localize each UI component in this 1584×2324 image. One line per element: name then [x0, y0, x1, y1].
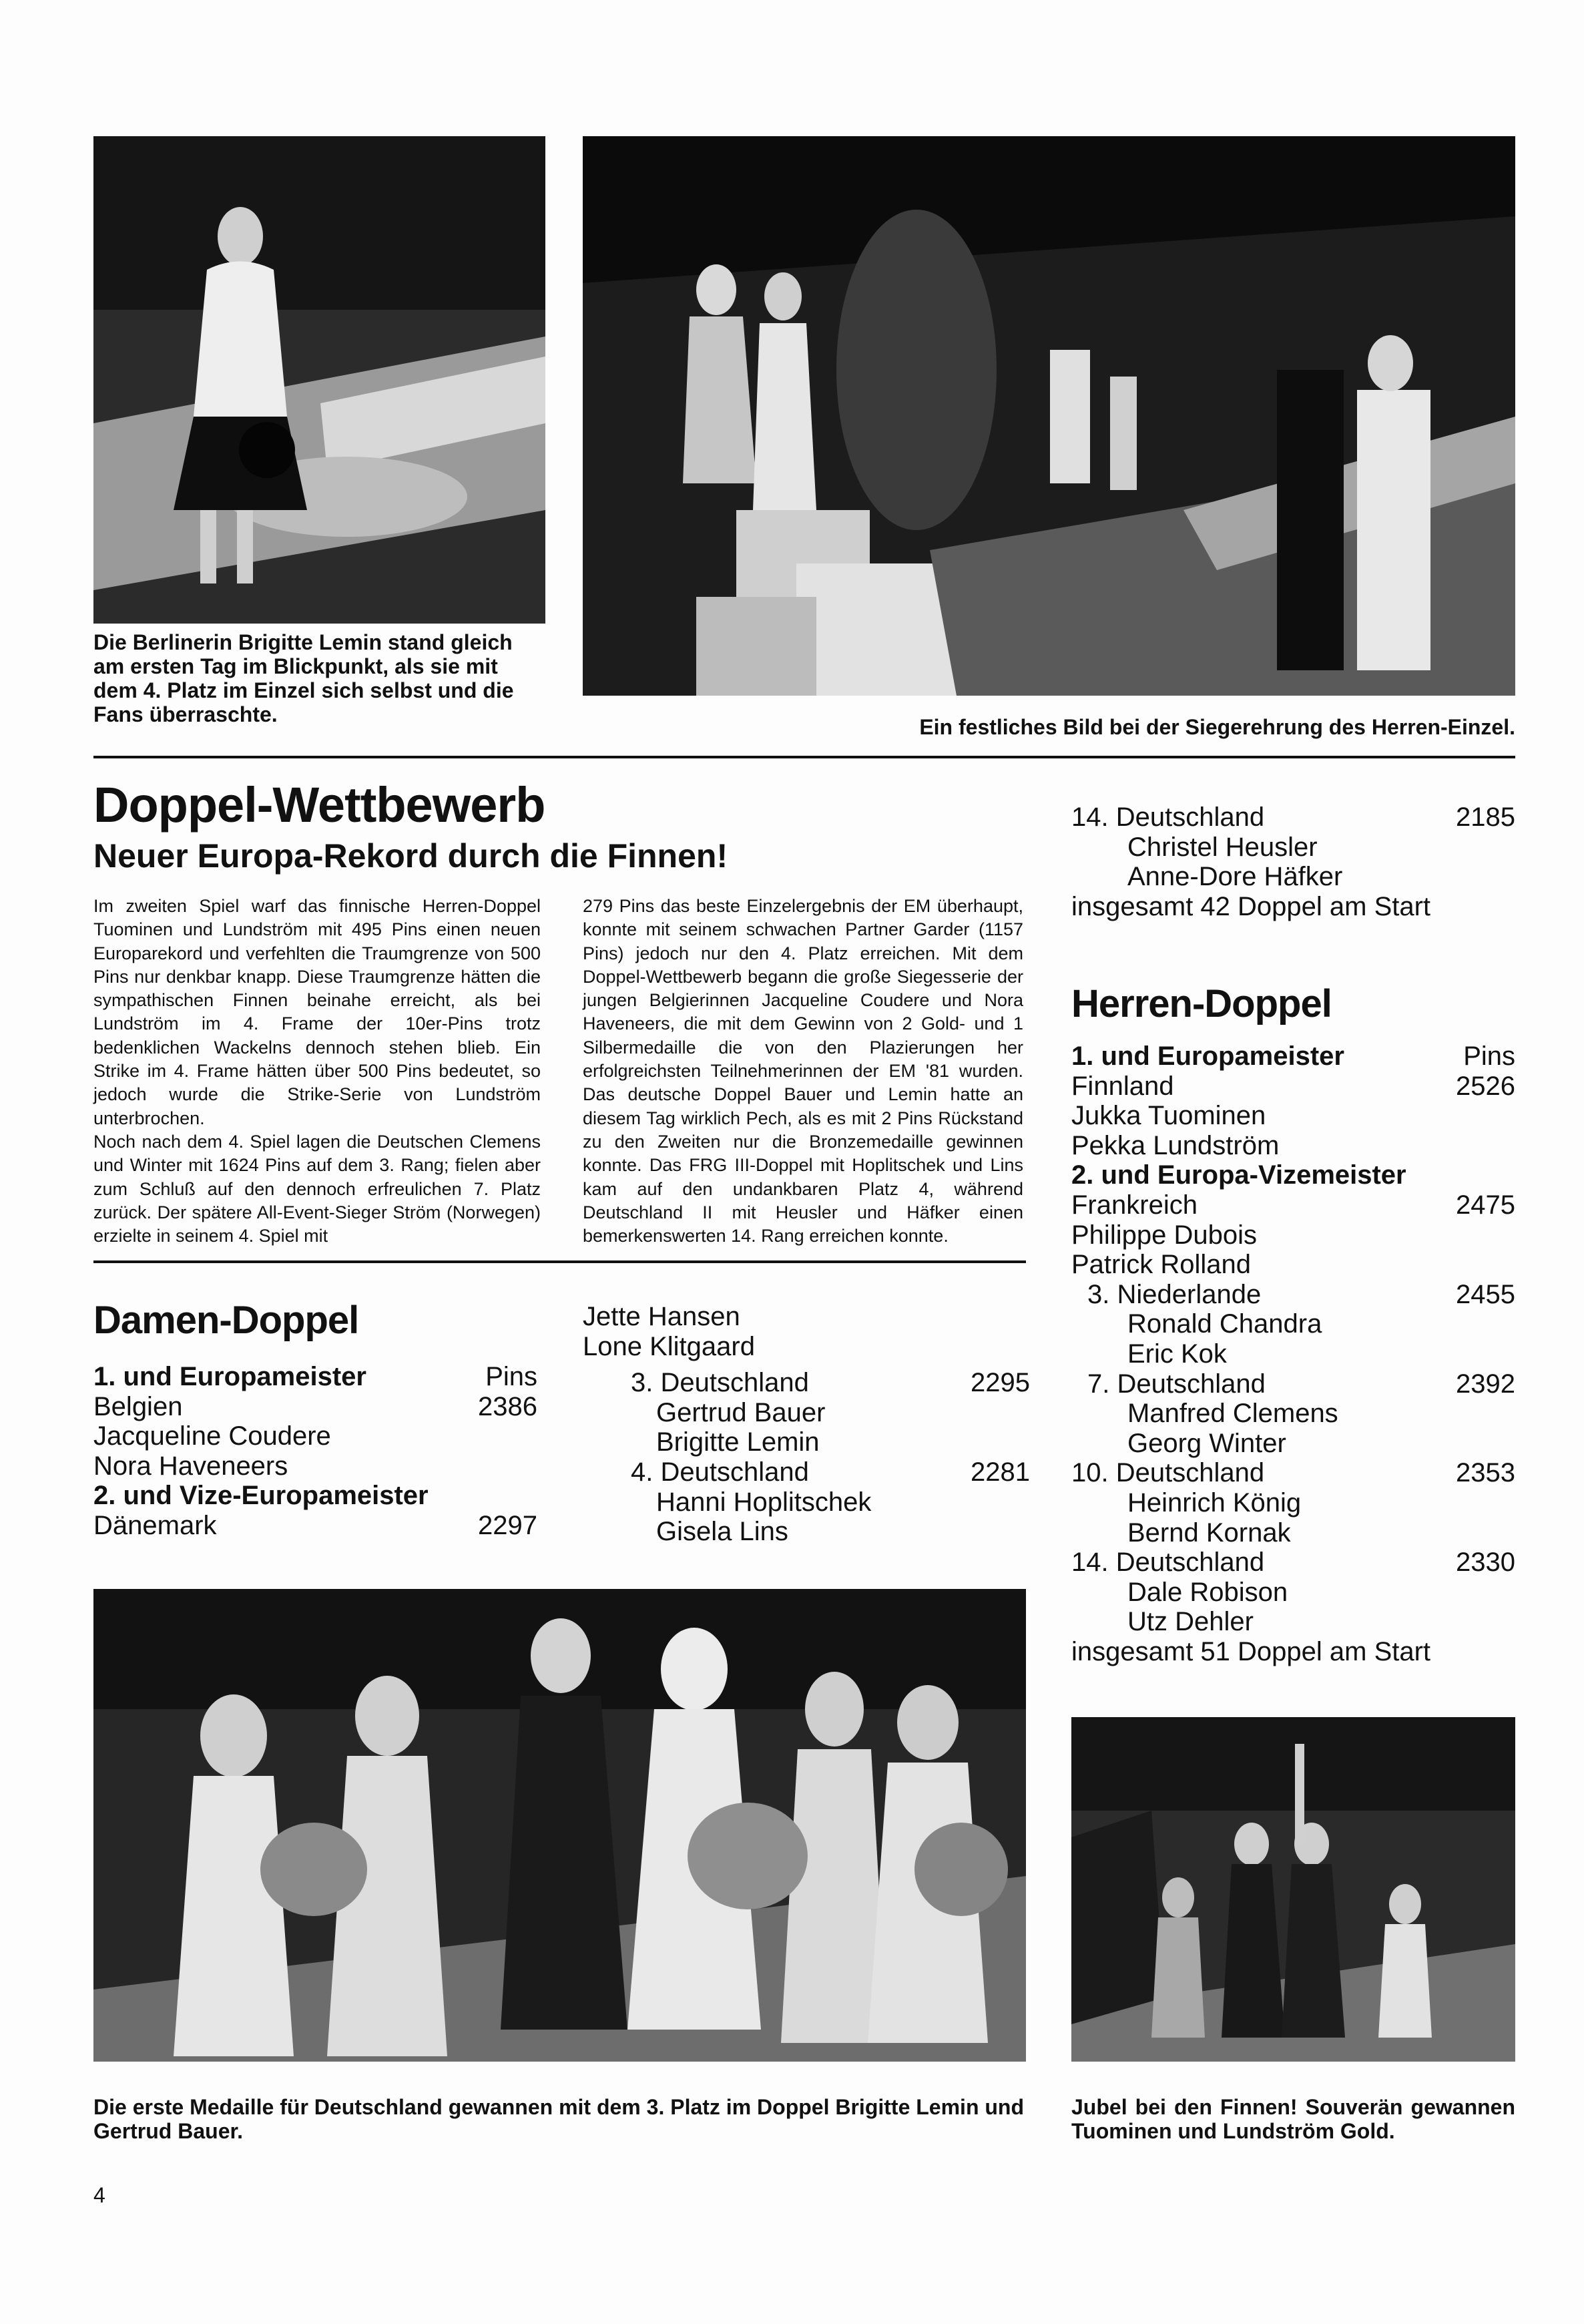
article-paragraph: Noch nach dem 4. Spiel lagen die Deutschen Clemens und Winter mit 1624 Pins auf dem 3. Rang; fielen aber zum Schluß auf den dennoch erfreulichen 7. Platz zurück. Der spätere All-Event-Sieger Ström (Norwegen) erzielte in seinem 4. Spiel mit: [93, 1131, 541, 1246]
result-player: Georg Winter: [1127, 1428, 1286, 1458]
result-country: Deutschland: [660, 1457, 809, 1487]
article-subtitle: Neuer Europa-Rekord durch die Finnen!: [93, 837, 728, 875]
result-player: Patrick Rolland: [1071, 1250, 1252, 1280]
result-country: Frankreich: [1071, 1190, 1198, 1220]
photo-finnen-jubel: [1071, 1717, 1515, 2062]
damen-doppel-heading: Damen-Doppel: [93, 1299, 359, 1342]
photo-damen-medal: [93, 1589, 1026, 2062]
result-player: Hanni Hoplitschek: [656, 1487, 872, 1517]
result-rank: 7.: [1087, 1369, 1110, 1399]
result-score: 2295: [971, 1368, 1030, 1398]
result-score: 2281: [971, 1457, 1030, 1487]
pins-label: Pins: [1463, 1041, 1515, 1071]
result-title: 2. und Vize-Europameister: [93, 1481, 429, 1511]
result-title: 1. und Europameister: [93, 1362, 366, 1391]
result-rank: 4.: [631, 1457, 653, 1487]
result-score: 2353: [1456, 1458, 1515, 1488]
caption-finnen: Jubel bei den Finnen! Souverän gewannen Tuominen und Lundström Gold.: [1071, 2095, 1515, 2143]
result-score: 2297: [478, 1510, 537, 1540]
result-player: Dale Robison: [1127, 1577, 1288, 1607]
result-player: Pekka Lundström: [1071, 1130, 1280, 1160]
photo-ceremony-herren-einzel: [583, 136, 1515, 696]
result-score: 2330: [1456, 1548, 1515, 1578]
result-player: Utz Dehler: [1127, 1607, 1254, 1637]
result-country: Deutschland: [1115, 802, 1265, 832]
result-rank: 14.: [1071, 802, 1109, 832]
result-player: Jukka Tuominen: [1071, 1101, 1266, 1131]
result-score: 2475: [1456, 1190, 1515, 1220]
caption-damen: Die erste Medaille für Deutschland gewannen mit dem 3. Platz im Doppel Brigitte Lemin und Gertrud Bauer.: [93, 2095, 1025, 2143]
result-player: Gertrud Bauer: [656, 1397, 826, 1427]
page-number: 4: [93, 2183, 105, 2207]
damen-results-col2: [583, 1302, 1030, 1547]
result-score: 2526: [1456, 1071, 1515, 1101]
result-rank: 3.: [631, 1368, 653, 1398]
result-player: Nora Haveneers: [93, 1451, 288, 1481]
result-player: Manfred Clemens: [1127, 1399, 1338, 1429]
article-column-2: [583, 895, 1023, 1248]
herren-total: insgesamt 51 Doppel am Start: [1071, 1636, 1431, 1666]
caption-brigitte: Die Berlinerin Brigitte Lemin stand gleich am ersten Tag im Blickpunkt, als sie mit dem 4. Platz im Einzel sich selbst und die Fans überraschte.: [93, 630, 514, 726]
result-score: 2386: [478, 1391, 537, 1421]
result-country: Deutschland: [1115, 1458, 1265, 1488]
result-country: Deutschland: [1115, 1548, 1265, 1578]
result-title: 2. und Europa-Vizemeister: [1071, 1160, 1406, 1190]
result-country: Dänemark: [93, 1510, 217, 1540]
damen-results-col1: [93, 1362, 537, 1541]
result-player: Jette Hansen: [583, 1302, 740, 1331]
article-column-1: [93, 895, 541, 1248]
result-title: 1. und Europameister: [1071, 1041, 1344, 1071]
result-player: Heinrich König: [1127, 1487, 1302, 1518]
article-title: Doppel-Wettbewerb: [93, 777, 545, 833]
result-player: Christel Heusler: [1127, 832, 1318, 862]
pins-label: Pins: [485, 1362, 537, 1391]
article-paragraph: 279 Pins das beste Einzelergebnis der EM überhaupt, konnte mit seinem schwachen Partner Garder (1157 Pins) jedoch nur den 4. Platz erreichen. Mit dem Doppel-Wettbewerb begann die große Siegesserie der jungen Belgierinnen Jacqueline Coudere und Nora Haveneers, die mit dem Gewinn von 2 Gold- und 1 Silbermedaille die von den Plazierungen her erfolgreichsten Teilnehmerinnen der EM '81 wurden. Das deutsche Doppel Bauer und Lemin hatte an diesem Tag wirklich Pech, als es mit 2 Pins Rückstand zu den Zweiten nur die Bronzemedaille gewinnen konnte. Das FRG III-Doppel mit Hoplitschek und Lins kam auf den undankbaren Platz 4, während Deutschland II mit Heusler und Häfker einen bemerkenswerten 14. Rang erreichen konnte.: [583, 896, 1023, 1246]
result-country: Niederlande: [1117, 1279, 1262, 1309]
result-country: Deutschland: [660, 1368, 809, 1398]
section-divider: [93, 756, 1515, 758]
result-rank: 3.: [1087, 1279, 1110, 1309]
caption-ceremony: Ein festliches Bild bei der Siegerehrung des Herren-Einzel.: [919, 715, 1515, 739]
result-rank: 10.: [1071, 1458, 1109, 1488]
damen-total: insgesamt 42 Doppel am Start: [1071, 891, 1431, 921]
result-player: Ronald Chandra: [1127, 1309, 1322, 1339]
result-score: 2392: [1456, 1369, 1515, 1399]
result-score: 2185: [1456, 802, 1515, 832]
result-player: Jacqueline Coudere: [93, 1421, 331, 1451]
result-country: Finnland: [1071, 1071, 1174, 1101]
result-player: Brigitte Lemin: [656, 1427, 820, 1457]
result-rank: 14.: [1071, 1548, 1109, 1578]
result-player: Anne-Dore Häfker: [1127, 862, 1343, 892]
result-score: 2455: [1456, 1279, 1515, 1309]
result-player: Bernd Kornak: [1127, 1518, 1291, 1548]
result-player: Lone Klitgaard: [583, 1331, 755, 1361]
result-player: Eric Kok: [1127, 1339, 1227, 1369]
result-player: Philippe Dubois: [1071, 1220, 1257, 1250]
photo-brigitte-lemin: [93, 136, 545, 624]
herren-results: [1071, 1041, 1515, 1666]
result-player: Gisela Lins: [656, 1517, 788, 1547]
damen-results-col3: [1071, 802, 1515, 921]
divider-article-end: [93, 1260, 1026, 1263]
result-country: Belgien: [93, 1391, 183, 1421]
herren-doppel-heading: Herren-Doppel: [1071, 982, 1332, 1025]
result-country: Deutschland: [1117, 1369, 1266, 1399]
article-paragraph: Im zweiten Spiel warf das finnische Herren-Doppel Tuominen und Lundström mit 495 Pins einen neuen Europarekord und verfehlten die Traumgrenze von 500 Pins nur denkbar knapp. Diese Traumgrenze hätten die sympathischen Finnen beinahe erreicht, als bei Lundström im 4. Frame der 10er-Pins trotz bedenklichen Wackelns dennoch stehen blieb. Ein Strike im 4. Frame hätten über 500 Pins bedeutet, so jedoch wurde die Strike-Serie von Lundström unterbrochen.: [93, 896, 541, 1128]
